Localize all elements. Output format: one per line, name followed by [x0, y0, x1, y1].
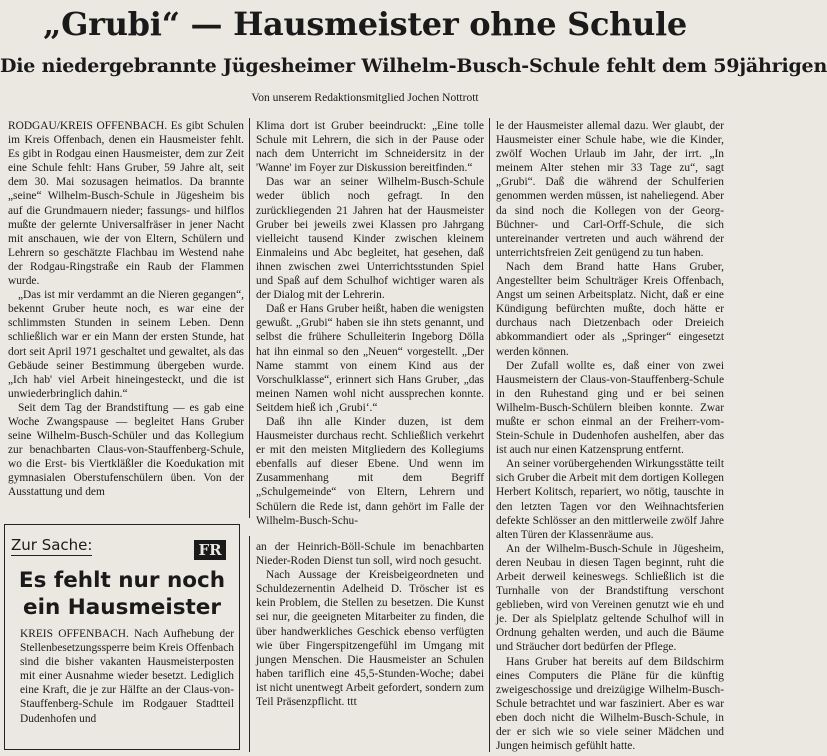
- paragraph: Daß er Hans Gruber heißt, haben die wenigsten gewußt. „Grubi“ haben sie ihn stets genannt, und selbst die frühere Schulleiterin Ingeborg Dölla hat ihn einmal so den „Neuen“ vorgestellt. „Der Name stammt von einem Kind aus der Vorschulklasse“, erinnert sich Hans Gruber, „das meinen Namen wohl nicht aussprechen konnte. Seitdem hieß ich ‚Grubi‘.“: [256, 303, 484, 414]
- sidebar-column-continued: [256, 540, 484, 752]
- paragraph: An der Wilhelm-Busch-Schule in Jügesheim, deren Neubau in diesen Tagen beginnt, ruht die Arbeit derweil keineswegs. Schließlich ist die Turnhalle von der Brandstiftung verschont geblieben, wird von Vereinen genutzt wie eh und je. Der als Spielplatz geltende Schulhof will in Ordnung gehalten werden, und auch die Bäume und Sträucher dort bedürfen der Pflege.: [496, 542, 724, 654]
- paragraph: Nach Aussage der Kreisbeigeordneten und Schuldezernentin Adelheid D. Tröscher ist es kein Problem, die Stellen zu besetzen. Die Kunst sei nur, die geeigneten Mitarbeiter zu finden, die über handwerkliches Geschick ebenso verfügten wie über Fingerspitzengefühl im Umgang mit jungen Menschen. Die Hausmeister an Schulen haben tariflich eine 45,5-Stunden-Woche; dabei ist nicht unentwegt Arbeit gefordert, sondern zum Teil Präsenzpflicht. ttt: [256, 569, 484, 709]
- article-column-3: [496, 119, 724, 751]
- paragraph: Klima dort ist Gruber beeindruckt: „Eine tolle Schule mit Lehrern, die sich in der Pause oder nach dem Unterricht im Schneidersitz in der 'Wanne' im Foyer zur Diskussion bereitfinden.“: [256, 120, 484, 175]
- paragraph: „Das ist mir verdammt an die Nieren gegangen“, bekennt Gruber heute noch, es war eine der schlimmsten Stunden in seinem Leben. Denn schließlich war er ein Mann der ersten Stunde, hat dort seit April 1971 geschaltet und gewaltet, als das Gebäude seiner Bestimmung übergeben wurde. „Ich hab' viel Arbeit hineingesteckt, und die ist unwiederbringlich dahin.“: [8, 289, 244, 400]
- article-column-1: [8, 119, 244, 514]
- sidebar-column: [20, 627, 234, 751]
- column-rule: [249, 536, 250, 752]
- paragraph: an der Heinrich-Böll-Schule im benachbarten Nieder-Roden Dienst tun soll, wird noch gesucht.: [256, 541, 484, 568]
- paragraph: An seiner vorübergehenden Wirkungsstätte teilt sich Gruber die Arbeit mit dem dortigen Kollegen Herbert Kolitsch, repariert, wo nötig, tauschte in den letzten Tagen vor den Weihnachtsferien defekte Schlösser an den mittlerweile zwölf Jahre alten Türen der Klassenräume aus.: [496, 458, 724, 541]
- fr-logo-icon: FR: [194, 540, 226, 560]
- paragraph: RODGAU/KREIS OFFENBACH. Es gibt Schulen im Kreis Offenbach, denen ein Hausmeister fehlt. Es gibt in Rodgau einen Hausmeister, dem zur Zeit eine Schule fehlt: Hans Gruber, 59 Jahre alt, seit dem 30. Mai sozusagen heimatlos. Da brannte „seine“ Wilhelm-Busch-Schule in Jügesheim bis auf die Grundmauern nieder; fassungs- und hilflos mußte der gelernte Universalfräser in jener Nacht mit anschauen, wie der von Eltern, Schülern und Lehrern so geschätzte Flachbau im Westend nahe der Rodgau-Ringstraße ein Raub der Flammen wurde.: [8, 120, 244, 288]
- subheadline: Die niedergebrannte Jügesheimer Wilhelm-Busch-Schule fehlt dem 59jährigen: [0, 55, 827, 77]
- byline: Von unserem Redaktionsmitglied Jochen Nottrott: [251, 92, 479, 104]
- column-rule: [489, 118, 490, 752]
- paragraph: Nach dem Brand hatte Hans Gruber, Angestellter beim Schulträger Kreis Offenbach, Angst um seinen Arbeitsplatz. Nicht, daß er eine Kündigung befürchten mußte, doch hätte er durchaus nach Dietzenbach oder Dreieich abkommandiert oder als „Springer“ eingesetzt werden können.: [496, 260, 724, 358]
- sidebar-label: Zur Sache:: [11, 536, 93, 554]
- paragraph: Seit dem Tag der Brandstiftung — es gab eine Woche Zwangspause — begleitet Hans Gruber seine Wilhelm-Busch-Schüler und das Kollegium zur benachbarten Claus-von-Stauffenberg-Schule, wo die Erst- bis Viertkläßler die Koedukation mit gymnasialen Oberstufenschülern üben. Von der Ausstattung und dem: [8, 401, 244, 499]
- paragraph: Daß ihn alle Kinder duzen, ist dem Hausmeister durchaus recht. Schließlich verkehrt er mit den meisten Mitgliedern des Kollegiums ebenfalls auf dieser Ebene. Und wenn im Zusammenhang mit dem Begriff „Schulgemeinde“ von Eltern, Lehrern und Schülern die Rede ist, dann gehört im Falle der Wilhelm-Busch-Schu-: [256, 415, 484, 527]
- paragraph: le der Hausmeister allemal dazu. Wer glaubt, der Hausmeister einer Schule habe, wie die Kinder, zwölf Wochen Urlaub im Jahr, der irrt. „In meinem Alter stehen mir 33 Tage zu“, sagt „Grubi“. Daß die während der Schulferien genommen werden müssen, ist naheliegend. Aber da sind noch die Kollegen von der Georg-Büchner- und Carl-Orff-Schule, die sich untereinander vertreten und auch während der unterrichtsfreien Zeit genügend zu tun haben.: [496, 120, 724, 259]
- column-rule: [249, 118, 250, 518]
- sidebar-title: Es fehlt nur noch ein Hausmeister: [18, 568, 226, 620]
- paragraph: Das war an seiner Wilhelm-Busch-Schule weder üblich noch gefragt. In den zurückliegenden 21 Jahren hat der Hausmeister Gruber bei jeweils zwei Klassen pro Jahrgang vielleicht tausend Kinder zwischen kleinem Einmaleins und Abc begleitet, hat gesehen, daß ihnen zwischen zwei Unterrichtsstunden Spiel und Spaß auf dem Schulhof wichtiger waren als der Dialog mit der Lehrerin.: [256, 176, 484, 302]
- paragraph: KREIS OFFENBACH. Nach Aufhebung der Stellenbesetzungssperre beim Kreis Offenbach sind die bisher vakanten Hausmeisterposten mit einer Ausnahme wieder besetzt. Lediglich eine Kraft, die je zur Hälfte an der Claus-von-Stauffenberg-Schule im Rodgauer Stadtteil Dudenhofen und: [20, 628, 234, 725]
- headline: „Grubi“ — Hausmeister ohne Schule: [43, 5, 687, 43]
- paragraph: Der Zufall wollte es, daß einer von zwei Hausmeistern der Claus-von-Stauffenberg-Schule in den Ruhestand ging und er bei seinen Wilhelm-Busch-Schülern bleiben konnte. Zwar mußte er schon einmal an der Freiherr-vom-Stein-Schule in Dudenhofen aushelfen, aber das ist auch nur einen Katzensprung entfernt.: [496, 359, 724, 457]
- paragraph: Hans Gruber hat bereits auf dem Bildschirm eines Computers die Pläne für die künftig zweigeschossige und dreizügige Wilhelm-Busch-Schule betrachtet und war fasziniert. Aber es war eben doch nicht die Wilhelm-Busch-Schule, in der er sich wie so viele seiner Mädchen und Jungen heimisch gefühlt hatte.: [496, 655, 724, 753]
- article-column-2: [256, 119, 484, 527]
